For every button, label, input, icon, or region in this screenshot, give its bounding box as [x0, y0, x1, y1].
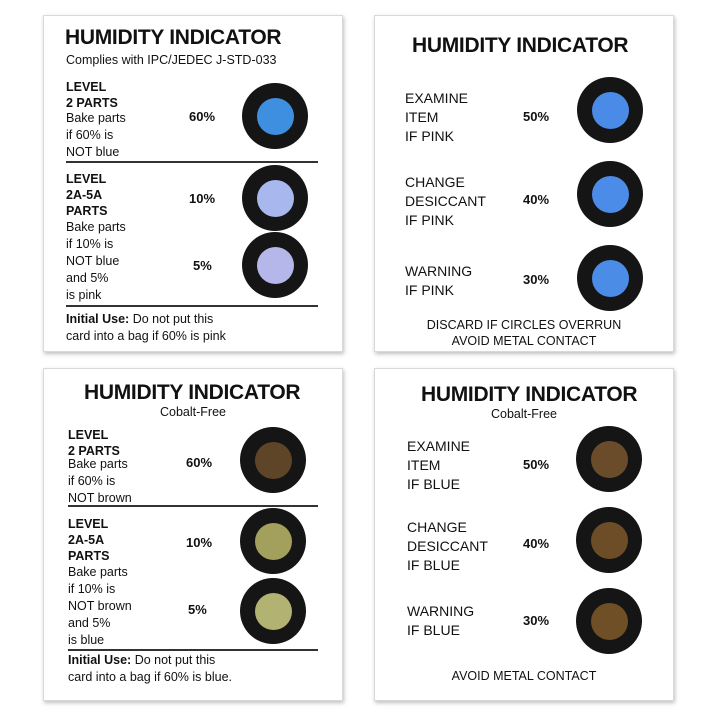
card-subtitle: Cobalt-Free [491, 407, 557, 421]
humidity-spot-5 [240, 578, 306, 644]
percent-10-label: 10% [189, 191, 216, 206]
instruction-line: if 60% is [66, 128, 114, 142]
instruction-line: is blue [68, 633, 105, 647]
percent-5-label: 5% [193, 258, 212, 273]
statement-line: EXAMINE [407, 438, 471, 454]
card-footer [375, 668, 673, 684]
section-divider [68, 505, 318, 507]
note-text: card into a bag if 60% is blue. [68, 670, 232, 684]
humidity-card-cobalt-free-blue [374, 368, 674, 701]
humidity-card-ipc-jedec [43, 15, 343, 352]
statement-line: ITEM [407, 457, 441, 473]
spot-color [592, 260, 629, 297]
spot-color [591, 441, 628, 478]
humidity-card-cobalt-free-levels [43, 368, 343, 701]
level-2-heading [68, 427, 120, 459]
humidity-spot-50 [576, 426, 642, 492]
humidity-spot-10 [240, 508, 306, 574]
section-divider [66, 305, 318, 307]
warning-statement [407, 602, 474, 640]
initial-use-note [66, 311, 226, 345]
instruction-line: and 5% [66, 271, 109, 285]
humidity-spot-5 [242, 232, 308, 298]
instruction-line: if 60% is [68, 474, 116, 488]
spot-color [257, 180, 294, 217]
level-line: LEVEL [66, 80, 107, 94]
statement-line: DESICCANT [407, 538, 488, 554]
footer-line: AVOID METAL CONTACT [451, 669, 597, 683]
statement-line: WARNING [407, 603, 475, 619]
level-line: LEVEL [68, 428, 109, 442]
level-line: 2A-5A [68, 533, 105, 547]
note-text: card into a bag if 60% is pink [66, 329, 226, 343]
percent-60-label: 60% [189, 109, 216, 124]
card-subtitle: Complies with IPC/JEDEC J-STD-033 [66, 53, 277, 67]
level-line: LEVEL [66, 172, 107, 186]
spot-color [592, 176, 629, 213]
humidity-spot-30 [576, 588, 642, 654]
spot-color [255, 523, 292, 560]
section-divider [68, 649, 318, 651]
section-divider [66, 161, 318, 163]
percent-30-label: 30% [523, 613, 550, 628]
percent-50-label: 50% [523, 109, 550, 124]
statement-line: CHANGE [405, 174, 465, 190]
humidity-spot-40 [577, 161, 643, 227]
card-title: HUMIDITY INDICATOR [421, 383, 638, 406]
level-2a-5a-heading [66, 171, 107, 219]
spot-color [592, 92, 629, 129]
statement-line: ITEM [405, 109, 439, 125]
percent-10-label: 10% [186, 535, 213, 550]
humidity-spot-40 [576, 507, 642, 573]
card-title: HUMIDITY INDICATOR [412, 34, 629, 57]
statement-line: IF BLUE [407, 476, 460, 492]
level-2-instruction [68, 456, 132, 507]
spot-color [255, 593, 292, 630]
spot-color [257, 98, 294, 135]
footer-line: DISCARD IF CIRCLES OVERRUN [426, 318, 622, 332]
level-2a-5a-instruction [66, 219, 126, 304]
percent-30-label: 30% [523, 272, 550, 287]
percent-5-label: 5% [188, 602, 207, 617]
spot-color [591, 603, 628, 640]
instruction-line: Bake parts [66, 220, 126, 234]
examine-item-statement [407, 437, 470, 494]
spot-color [591, 522, 628, 559]
statement-line: IF PINK [405, 282, 455, 298]
level-line: 2 PARTS [68, 444, 120, 458]
instruction-line: NOT blue [66, 254, 120, 268]
instruction-line: and 5% [68, 616, 111, 630]
statement-line: DESICCANT [405, 193, 486, 209]
statement-line: WARNING [405, 263, 473, 279]
note-text: Do not put this [129, 312, 214, 326]
level-line: 2A-5A [66, 188, 103, 202]
instruction-line: NOT brown [68, 599, 132, 613]
level-2a-5a-instruction [68, 564, 132, 649]
instruction-line: Bake parts [66, 111, 126, 125]
humidity-spot-10 [242, 165, 308, 231]
initial-use-note [68, 652, 232, 686]
examine-item-statement [405, 89, 468, 146]
instruction-line: is pink [66, 288, 102, 302]
spot-color [255, 442, 292, 479]
statement-line: CHANGE [407, 519, 467, 535]
level-2-heading [66, 79, 118, 111]
statement-line: EXAMINE [405, 90, 469, 106]
percent-60-label: 60% [186, 455, 213, 470]
instruction-line: if 10% is [68, 582, 116, 596]
statement-line: IF BLUE [407, 622, 460, 638]
statement-line: IF BLUE [407, 557, 460, 573]
instruction-line: NOT blue [66, 145, 120, 159]
level-line: PARTS [68, 549, 110, 563]
percent-40-label: 40% [523, 536, 550, 551]
spot-color [257, 247, 294, 284]
initial-use-label: Initial Use: [68, 653, 132, 667]
note-text: Do not put this [131, 653, 216, 667]
card-subtitle: Cobalt-Free [160, 405, 226, 419]
level-line: LEVEL [68, 517, 109, 531]
humidity-spot-30 [577, 245, 643, 311]
change-desiccant-statement [405, 173, 486, 230]
card-title: HUMIDITY INDICATOR [84, 381, 301, 404]
change-desiccant-statement [407, 518, 488, 575]
percent-50-label: 50% [523, 457, 550, 472]
instruction-line: Bake parts [68, 457, 128, 471]
humidity-spot-50 [577, 77, 643, 143]
level-line: PARTS [66, 204, 108, 218]
warning-statement [405, 262, 472, 300]
percent-40-label: 40% [523, 192, 550, 207]
card-title: HUMIDITY INDICATOR [65, 26, 282, 49]
statement-line: IF PINK [405, 212, 455, 228]
humidity-card-pink [374, 15, 674, 352]
level-line: 2 PARTS [66, 96, 118, 110]
level-2-instruction [66, 110, 126, 161]
footer-line: AVOID METAL CONTACT [451, 334, 597, 348]
initial-use-label: Initial Use: [66, 312, 130, 326]
statement-line: IF PINK [405, 128, 455, 144]
humidity-spot-60 [240, 427, 306, 493]
instruction-line: NOT brown [68, 491, 132, 505]
humidity-spot-60 [242, 83, 308, 149]
instruction-line: Bake parts [68, 565, 128, 579]
card-footer [375, 317, 673, 349]
instruction-line: if 10% is [66, 237, 114, 251]
level-2a-5a-heading [68, 516, 109, 564]
